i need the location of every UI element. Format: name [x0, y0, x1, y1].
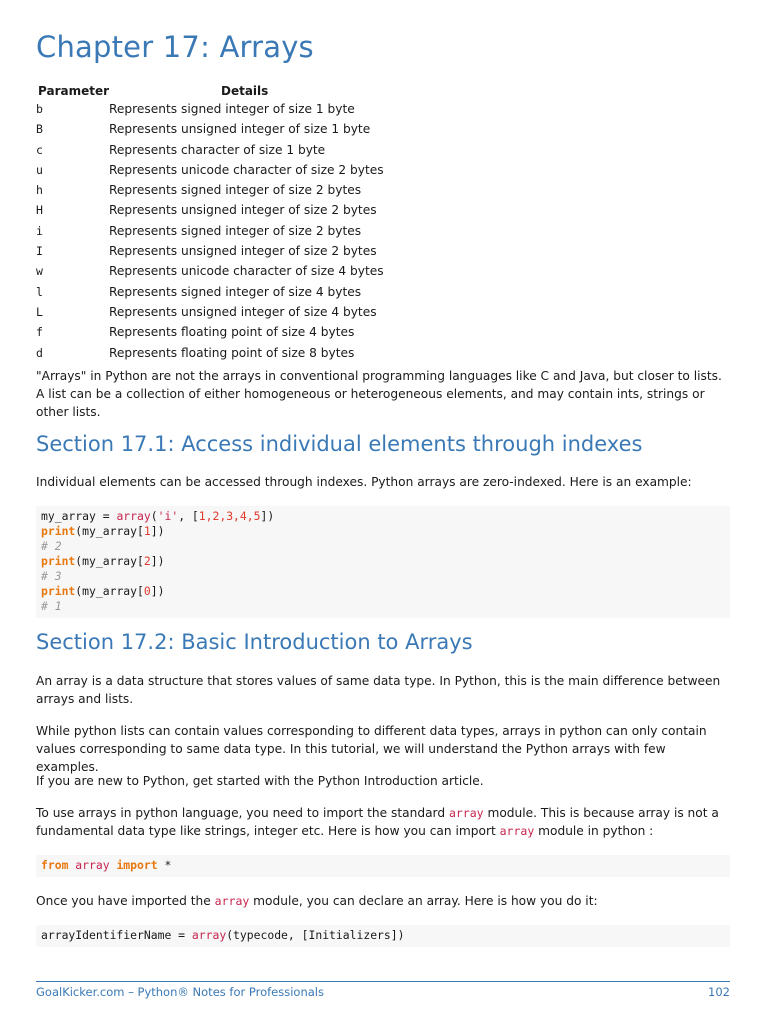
- code-line: print(my_array[2]): [41, 554, 165, 568]
- section-17-2-heading: Section 17.2: Basic Introduction to Arrays: [36, 630, 473, 654]
- table-row: [36, 160, 596, 180]
- intro-paragraph: "Arrays" in Python are not the arrays in conventional programming languages like C and Java, but closer to lists. A list can be a collection of either homogeneous or heterogeneous elements, and may contain ints, strings or other lists.: [36, 369, 722, 419]
- section-17-2-paragraph-5: Once you have imported the array module, you can declare an array. Here is how you do it:: [36, 894, 598, 908]
- typecode-cell: d: [36, 345, 43, 360]
- detail-cell: Represents unicode character of size 4 bytes: [109, 264, 384, 279]
- table-row: [36, 99, 596, 119]
- code-comment: # 3: [41, 569, 62, 583]
- table-row: [36, 140, 596, 160]
- typecode-cell: I: [36, 244, 43, 259]
- detail-cell: Represents signed integer of size 1 byte: [109, 102, 355, 116]
- table-row: [36, 119, 596, 139]
- code-comment: # 1: [41, 599, 62, 613]
- typecode-cell: H: [36, 203, 43, 218]
- table-row: [36, 302, 596, 322]
- detail-cell: Represents character of size 1 byte: [109, 142, 326, 157]
- table-row: [36, 241, 596, 261]
- typecode-cell: u: [36, 162, 43, 177]
- typecode-cell: L: [36, 304, 43, 319]
- table-header: [36, 84, 596, 100]
- section-17-1-heading: Section 17.1: Access individual elements through indexes: [36, 432, 643, 456]
- section-17-2-paragraph-3: If you are new to Python, get started with the Python Introduction article.: [36, 774, 484, 788]
- code-block-declaration: [36, 925, 730, 947]
- detail-cell: Represents signed integer of size 4 bytes: [109, 284, 362, 299]
- detail-cell: Represents floating point of size 4 bytes: [109, 325, 355, 340]
- section-17-2-paragraph-2: While python lists can contain values corresponding to different data types, arrays in python can only contain values corresponding to same data type. In this tutorial, we will understand the Python arrays with few examples.: [36, 724, 707, 774]
- typecode-cell: f: [36, 325, 43, 340]
- detail-cell: Represents unsigned integer of size 2 bytes: [109, 203, 377, 218]
- typecode-cell: i: [36, 223, 43, 238]
- table-row: [36, 261, 596, 281]
- parameter-table: [36, 84, 596, 360]
- page-number: 102: [708, 985, 730, 999]
- detail-cell: Represents signed integer of size 2 bytes: [109, 183, 362, 198]
- section-17-2-paragraph-4: To use arrays in python language, you need to import the standard array module. This is because array is not a fundamental data type like strings, integer etc. Here is how you can import array module in python :: [36, 806, 719, 838]
- table-row: [36, 180, 596, 200]
- chapter-title: Chapter 17: Arrays: [36, 30, 314, 64]
- footer-site-link[interactable]: GoalKicker.com – Python® Notes for Professionals: [36, 985, 324, 999]
- detail-cell: Represents floating point of size 8 bytes: [109, 345, 355, 360]
- detail-cell: Represents unicode character of size 2 bytes: [109, 162, 384, 177]
- code-comment: # 2: [41, 539, 62, 553]
- table-row: [36, 322, 596, 342]
- table-row: [36, 200, 596, 220]
- code-block-indexes: [36, 506, 730, 618]
- detail-cell: Represents signed integer of size 2 bytes: [109, 223, 362, 238]
- detail-cell: Represents unsigned integer of size 2 bytes: [109, 244, 377, 259]
- code-line: from array import *: [41, 858, 172, 872]
- code-block-import: [36, 855, 730, 877]
- typecode-cell: h: [36, 183, 43, 198]
- typecode-cell: w: [36, 264, 43, 279]
- typecode-cell: b: [36, 102, 43, 116]
- table-row: [36, 221, 596, 241]
- detail-cell: Represents unsigned integer of size 1 byte: [109, 122, 371, 137]
- code-line: arrayIdentifierName = array(typecode, [Initializers]): [41, 928, 405, 942]
- section-17-1-text: Individual elements can be accessed through indexes. Python arrays are zero-indexed. Here is an example:: [36, 475, 692, 489]
- detail-cell: Represents unsigned integer of size 4 bytes: [109, 304, 377, 319]
- column-header-parameter: Parameter: [38, 84, 110, 98]
- section-17-2-paragraph-1: An array is a data structure that stores values of same data type. In Python, this is the main difference between arrays and lists.: [36, 674, 721, 706]
- column-header-details: Details: [221, 84, 269, 98]
- typecode-cell: l: [36, 284, 43, 299]
- table-row: [36, 343, 596, 363]
- code-line: print(my_array[0]): [41, 584, 165, 598]
- table-body: [36, 99, 596, 363]
- footer-divider: [36, 981, 730, 982]
- code-line: my_array = array('i', [1,2,3,4,5]): [41, 509, 275, 523]
- typecode-cell: B: [36, 122, 43, 137]
- typecode-cell: c: [36, 142, 43, 157]
- table-row: [36, 282, 596, 302]
- code-line: print(my_array[1]): [41, 524, 165, 538]
